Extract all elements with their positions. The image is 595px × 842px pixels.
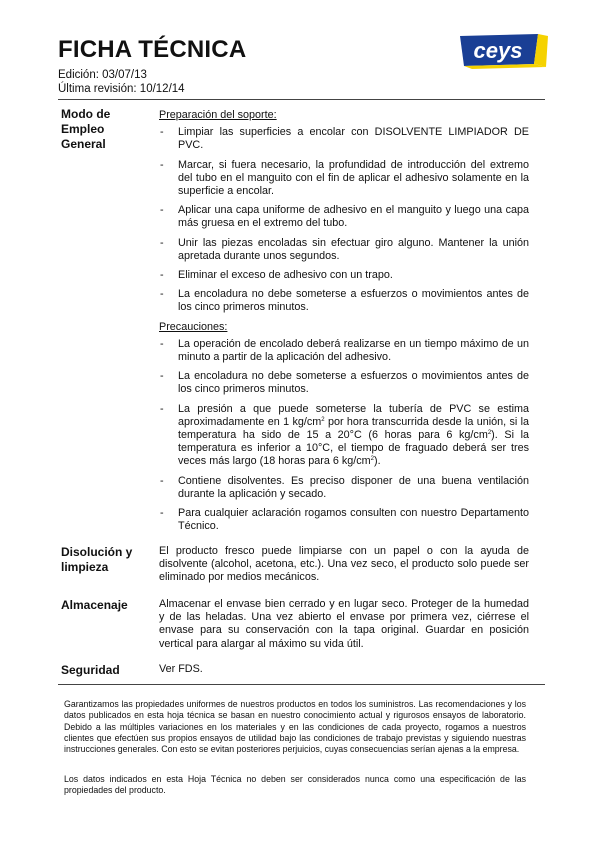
list-item: - Marcar, si fuera necesario, la profundidad de introducción del extremo del tubo en el manguito con el fin de aplicar el adhesivo solamente en la superficie a encolar. [159,159,529,199]
list-item: - Unir las piezas encoladas sin efectuar giro alguno. Mantener la unión apretada durante unos segundos. [159,237,529,263]
section-label-disolucion: Disolución y limpieza [61,545,133,574]
list-item: - Aplicar una capa uniforme de adhesivo en el manguito y luego una capa más gruesa en el extremo del tubo. [159,204,529,230]
section-content-modo-empleo [159,109,529,539]
subheading-precauciones: Precauciones: [159,320,228,333]
page-title: FICHA TÉCNICA [58,36,247,63]
disclaimer-paragraph: Los datos indicados en esta Hoja Técnica no deben ser considerados nunca como una especificación de las propiedades del producto. [64,774,526,796]
section-content-disolucion: El producto fresco puede limpiarse con un papel o con la ayuda de disolvente (alcohol, acetona, etc.). Una vez seco, el producto solo puede ser eliminado por medios mecánicos. [159,545,529,584]
logo-text: ceys [473,38,523,63]
list-item: - La operación de encolado deberá realizarse en un tiempo máximo de un minuto a partir de la aplicación del adhesivo. [159,338,529,364]
list-item: - La encoladura no debe someterse a esfuerzos o movimientos antes de los cinco primeros minutos. [159,370,529,396]
list-item: - Contiene disolventes. Es preciso disponer de una buena ventilación durante la aplicación y secado. [159,475,529,501]
section-label-almacenaje: Almacenaje [61,598,128,612]
list-item: - Limpiar las superficies a encolar con DISOLVENTE LIMPIADOR DE PVC. [159,126,529,152]
precautions-list [159,338,529,534]
ceys-logo [458,33,548,69]
footer-divider [58,684,545,685]
section-label-seguridad: Seguridad [61,663,120,677]
disclaimer-paragraph: Garantizamos las propiedades uniformes de nuestros productos en todos los suministros. Las recomendaciones y los datos publicados en esta hoja técnica se basan en nuestro conocimiento actual y rigurosos ensayos de laboratorio. Debido a las múltiples variaciones en los materiales y en las condiciones de cada proyecto, rogamos a nuestros clientes que efectúen sus propios ensayos de utilidad bajo las condiciones de trabajo previstas y siguiendo nuestras instrucciones generales. Con esto se evitan posteriores perjuicios, cuyas consecuencias serían ajenas a la empresa. [64,699,526,755]
revision-date: Última revisión: 10/12/14 [58,83,185,95]
list-item: - Para cualquier aclaración rogamos consulten con nuestro Departamento Técnico. [159,507,529,533]
list-item: - La encoladura no debe someterse a esfuerzos o movimientos antes de los cinco primeros minutos. [159,288,529,314]
list-item: - Eliminar el exceso de adhesivo con un trapo. [159,269,529,282]
subheading-preparacion: Preparación del soporte: [159,109,277,121]
section-label-modo-empleo: Modo de Empleo General [61,107,111,151]
edition-date: Edición: 03/07/13 [58,69,147,81]
list-item-pressure: - La presión a que puede someterse la tubería de PVC se estima aproximadamente en 1 $kg/cm^2$ por hora transcurrida desde la unión, si la temperatura ha sido de 15 a 20°C (6 horas para 6 $kg/cm^2$). Si la temperatura es inferior a 10°C, el tiempo de fraguado deberá ser tres veces más largo (18 horas para 6 $kg/cm^2$). [159,403,529,469]
preparation-list [159,126,529,314]
section-content-seguridad: Ver FDS. [159,663,203,675]
section-content-almacenaje: Almacenar el envase bien cerrado y en lugar seco. Proteger de la humedad y de las heladas. Una vez abierto el envase por primera vez, ciérrese el envase para su conservación con la tapa original. Guardar en posición vertical para alargar al máximo su vida útil. [159,598,529,650]
header-divider [58,99,545,100]
